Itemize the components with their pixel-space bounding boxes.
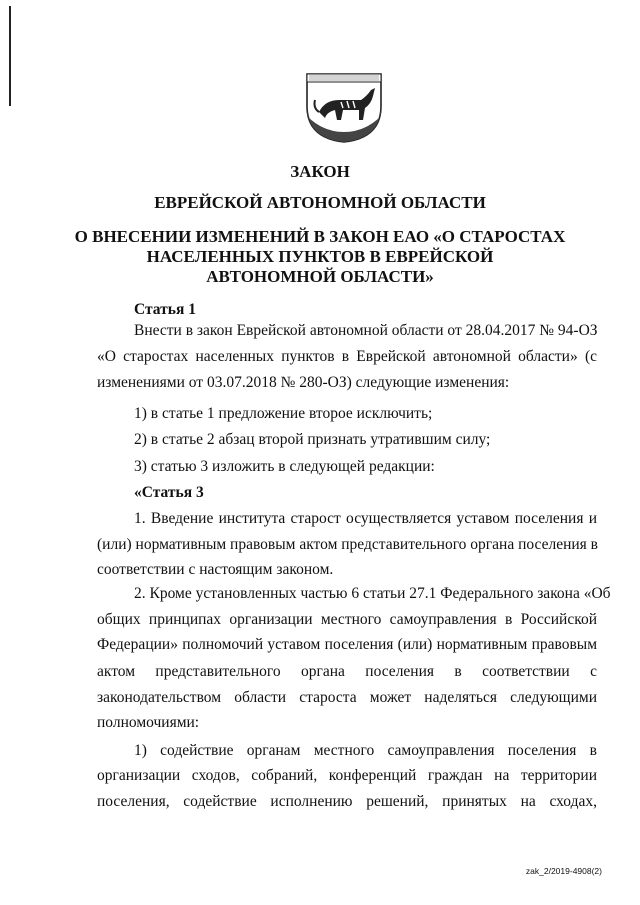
list-item: 1) содействие органам местного самоуправления поселения в bbox=[134, 742, 597, 759]
paragraph-line: поселения, содействие исполнению решений, принятых на сходах, bbox=[97, 793, 597, 810]
margin-line bbox=[9, 6, 11, 106]
law-title bbox=[0, 227, 640, 287]
article-heading: Статья 1 bbox=[134, 301, 196, 318]
coat-of-arms-emblem bbox=[305, 66, 383, 144]
law-heading: ЗАКОН bbox=[290, 162, 350, 181]
list-item: 1) в статье 1 предложение второе исключить; bbox=[134, 405, 433, 422]
paragraph-line: «О старостах населенных пунктов в Еврейской автономной области» (с bbox=[97, 348, 597, 365]
list-item: 3) статью 3 изложить в следующей редакции: bbox=[134, 458, 435, 475]
paragraph-line: законодательством области староста может наделяться следующими bbox=[97, 689, 597, 706]
law-title-line: О ВНЕСЕНИИ ИЗМЕНЕНИЙ В ЗАКОН ЕАО «О СТАРОСТАХ bbox=[74, 227, 566, 246]
paragraph-line: организации сходов, собраний, конференций граждан на территории bbox=[97, 767, 597, 784]
paragraph-line: актом представительного органа поселения в соответствии с bbox=[97, 663, 597, 680]
paragraph-line: изменениями от 03.07.2018 № 280-ОЗ) следующие изменения: bbox=[97, 374, 510, 391]
region-heading: ЕВРЕЙСКОЙ АВТОНОМНОЙ ОБЛАСТИ bbox=[154, 193, 486, 212]
paragraph-line: Внести в закон Еврейской автономной области от 28.04.2017 № 94-ОЗ bbox=[134, 322, 598, 339]
law-title-line: НАСЕЛЕННЫХ ПУНКТОВ В ЕВРЕЙСКОЙ bbox=[146, 247, 494, 266]
document-code: zak_2/2019-4908(2) bbox=[525, 866, 602, 876]
paragraph-line: полномочиями: bbox=[97, 714, 200, 731]
paragraph-line: 1. Введение института старост осуществляется уставом поселения и bbox=[134, 510, 597, 527]
paragraph-line: соответствии с настоящим законом. bbox=[97, 561, 334, 578]
paragraph-line: Федерации» полномочий уставом поселения (или) нормативным правовым bbox=[97, 636, 597, 653]
paragraph-line: 2. Кроме установленных частью 6 статьи 27.1 Федерального закона «Об bbox=[134, 585, 611, 602]
paragraph-line: общих принципах организации местного самоуправления в Российской bbox=[97, 611, 597, 628]
article-3-heading: «Статья 3 bbox=[134, 484, 204, 501]
list-item: 2) в статье 2 абзац второй признать утратившим силу; bbox=[134, 431, 491, 448]
law-title-line: АВТОНОМНОЙ ОБЛАСТИ» bbox=[206, 267, 434, 286]
paragraph-line: (или) нормативным правовым актом представительного органа поселения в bbox=[97, 536, 598, 553]
